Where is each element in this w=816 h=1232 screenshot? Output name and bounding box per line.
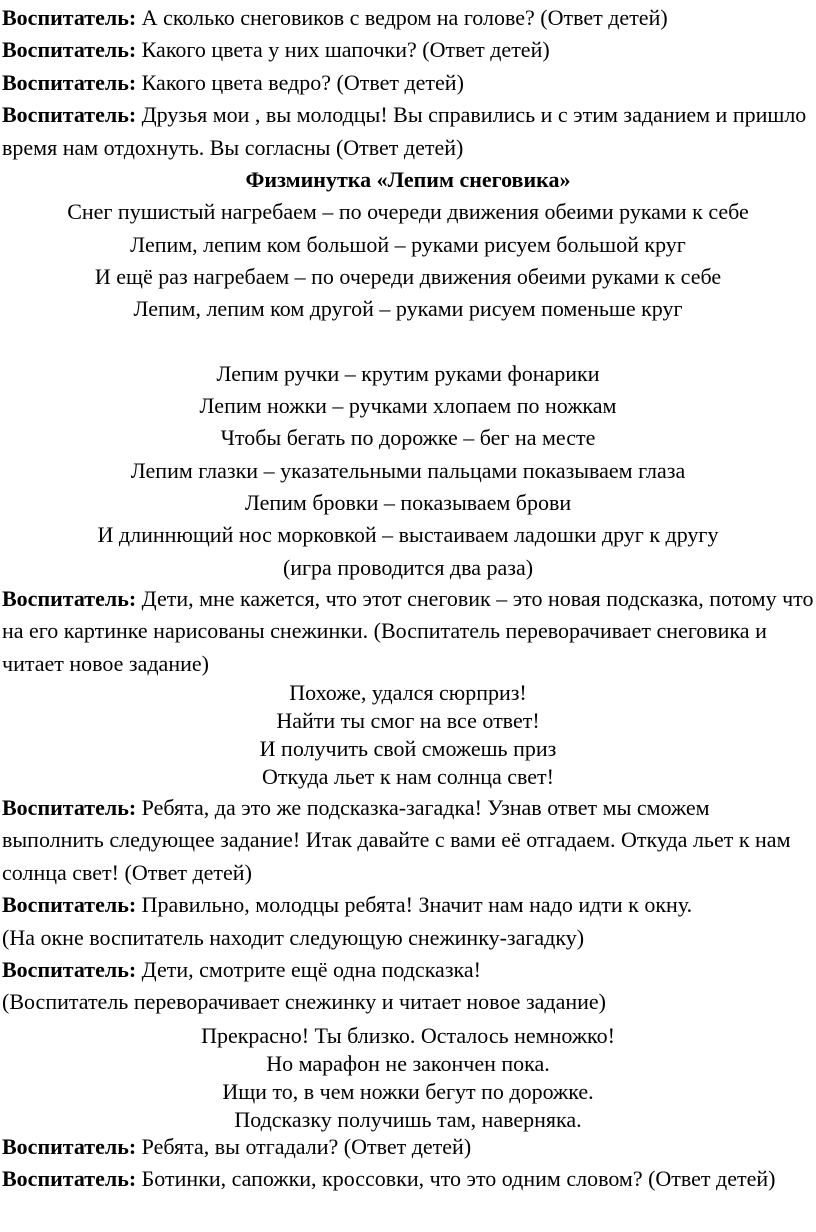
poem-line: Прекрасно! Ты близко. Осталось немножко! — [201, 1023, 615, 1048]
speaker-label: Воспитатель: — [2, 795, 137, 820]
poem-line: Похоже, удался сюрприз! — [289, 680, 527, 705]
dialogue-text: Дети, мне кажется, что этот снеговик – это новая подсказка, потому что на его картинке нарисованы снежинки. (Воспитатель переворачивает снеговика и читает новое задание) — [2, 586, 814, 676]
exercise-line: Лепим ножки – ручками хлопаем по ножкам — [199, 393, 617, 419]
dialogue-text: Друзья мои , вы молодцы! Вы справились и с этим заданием и пришло время нам отдохнуть. Вы согласны (Ответ детей) — [2, 102, 807, 160]
exercise-line: И ещё раз нагребаем – по очереди движения обеими руками к себе — [94, 263, 722, 289]
dialogue-text: А сколько снеговиков с ведром на голове? (Ответ детей) — [136, 5, 668, 30]
speaker-label: Воспитатель: — [2, 957, 137, 983]
exercise-line: Лепим глазки – указательными пальцами показываем глаза — [130, 457, 686, 483]
exercise-line: И длиннющий нос морковкой – выстаиваем ладошки друг к другу — [97, 522, 719, 548]
dialogue-line — [2, 1163, 814, 1195]
exercise-title: Физминутка «Лепим снеговика» — [245, 167, 571, 192]
speaker-label: Воспитатель: — [2, 586, 137, 611]
dialogue-text: Дети, смотрите ещё одна подсказка! — [136, 957, 481, 983]
exercise-line: (игра проводится два раза) — [282, 554, 534, 580]
speaker-label: Воспитатель: — [2, 1134, 137, 1159]
dialogue-line — [2, 792, 814, 889]
dialogue-text: Ребята, вы отгадали? (Ответ детей) — [136, 1134, 472, 1159]
poem-2 — [2, 1022, 814, 1134]
exercise-blank-line — [2, 325, 814, 357]
poem-line: Откуда льет к нам солнца свет! — [262, 763, 554, 789]
poem-line: Подсказку получишь там, наверняка. — [234, 1106, 582, 1132]
dialogue-text: Ребята, да это же подсказка-загадка! Узнав ответ мы сможем выполнить следующее задание! Итак давайте с вами её отгадаем. Откуда льет к нам солнца свет! (Ответ детей) — [2, 795, 791, 885]
dialogue-line — [2, 583, 814, 680]
speaker-label: Воспитатель: — [2, 5, 137, 30]
exercise-section — [2, 164, 814, 584]
dialogue-line — [2, 954, 814, 986]
stage-direction: (На окне воспитатель находит следующую снежинку-загадку) — [2, 924, 585, 950]
dialogue-section-4 — [2, 1131, 814, 1196]
poem-line: И получить свой сможешь приз — [259, 735, 557, 761]
exercise-line: Чтобы бегать по дорожке – бег на месте — [220, 425, 596, 451]
poem-line: Ищи то, в чем ножки бегут по дорожке. — [222, 1078, 594, 1104]
speaker-label: Воспитатель: — [2, 102, 137, 128]
dialogue-text: Ботинки, сапожки, кроссовки, что это одним словом? (Ответ детей) — [136, 1166, 776, 1192]
exercise-line: Лепим, лепим ком другой – руками рисуем поменьше круг — [133, 296, 683, 322]
exercise-line: Лепим ручки – крутим руками фонарики — [216, 360, 600, 386]
exercise-line: Снег пушистый нагребаем – по очереди движения обеими руками к себе — [67, 199, 749, 225]
dialogue-text: Какого цвета ведро? (Ответ детей) — [136, 69, 464, 95]
dialogue-section-1 — [2, 2, 814, 164]
exercise-line: Лепим, лепим ком большой – руками рисуем большой круг — [130, 231, 686, 257]
dialogue-line — [2, 67, 814, 99]
poem-line: Но марафон не закончен пока. — [266, 1050, 550, 1076]
stage-direction: (Воспитатель переворачивает снежинку и читает новое задание) — [2, 989, 606, 1015]
dialogue-section-2 — [2, 583, 814, 680]
dialogue-line — [2, 889, 814, 921]
dialogue-text: Правильно, молодцы ребята! Значит нам надо идти к окну. — [136, 892, 693, 918]
speaker-label: Воспитатель: — [2, 69, 137, 95]
speaker-label: Воспитатель: — [2, 37, 137, 63]
dialogue-line — [2, 2, 814, 34]
dialogue-line — [2, 34, 814, 66]
dialogue-line — [2, 1131, 814, 1163]
dialogue-line — [2, 99, 814, 164]
poem-line: Найти ты смог на все ответ! — [276, 707, 540, 733]
dialogue-section-3 — [2, 792, 814, 1019]
speaker-label: Воспитатель: — [2, 1166, 137, 1192]
exercise-line: Лепим бровки – показываем брови — [244, 489, 572, 515]
dialogue-text: Какого цвета у них шапочки? (Ответ детей) — [136, 37, 550, 63]
poem-1 — [2, 679, 814, 791]
speaker-label: Воспитатель: — [2, 892, 137, 918]
